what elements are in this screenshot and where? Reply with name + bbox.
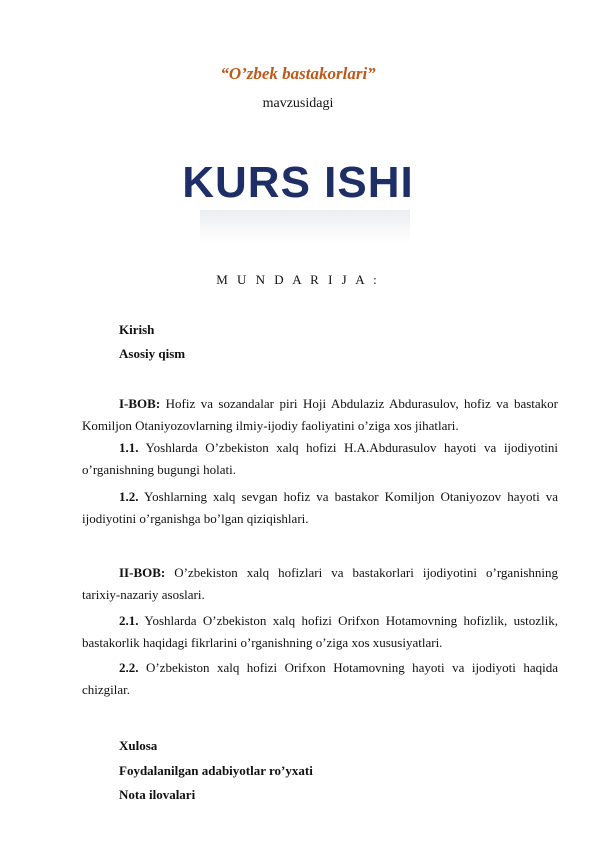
section-1-2-text: Yoshlarning xalq sevgan hofiz va bastakor Komiljon Otaniyozov hayoti va ijodiyotini o’rganishga bo’lgan qiziqishlari. bbox=[82, 489, 558, 526]
toc-heading: M U N D A R I J A : bbox=[216, 272, 380, 287]
topic-subtitle: mavzusidagi bbox=[262, 96, 334, 111]
toc-chapter-1 bbox=[82, 393, 558, 437]
main-title: KURS ISHI bbox=[182, 158, 414, 207]
toc-item-main-part: Asosiy qism bbox=[119, 346, 186, 361]
toc-section-2-1 bbox=[82, 610, 558, 654]
toc-chapter-2 bbox=[82, 562, 558, 606]
section-1-2-label: 1.2. bbox=[119, 489, 139, 504]
section-1-1-text: Yoshlarda O’zbekiston xalq hofizi H.A.Abdurasulov hayoti va ijodiyotini o’rganishning bugungi holati. bbox=[82, 440, 558, 477]
title-reflection bbox=[200, 210, 410, 244]
section-2-1-label: 2.1. bbox=[119, 613, 139, 628]
toc-section-1-1 bbox=[82, 437, 558, 481]
toc-section-1-2 bbox=[82, 486, 558, 530]
toc-item-conclusion: Xulosa bbox=[119, 738, 158, 753]
chapter-2-label: II-BOB: bbox=[119, 565, 166, 580]
toc-section-2-2 bbox=[82, 657, 558, 701]
section-1-1-label: 1.1. bbox=[119, 440, 139, 455]
chapter-2-text: O’zbekiston xalq hofizlari va bastakorlari ijodiyotini o’rganishning tarixiy-nazariy asoslari. bbox=[82, 565, 558, 602]
topic-title: “O’zbek bastakorlari” bbox=[220, 64, 376, 83]
section-2-2-label: 2.2. bbox=[119, 660, 139, 675]
section-2-2-text: O’zbekiston xalq hofizi Orifxon Hotamovning hayoti va ijodiyoti haqida chizgilar. bbox=[82, 660, 558, 697]
section-2-1-text: Yoshlarda O’zbekiston xalq hofizi Orifxon Hotamovning hofizlik, ustozlik, bastakorlik haqidagi fikrlarini o’rganishning o’ziga xos xususiyatlari. bbox=[82, 613, 558, 650]
chapter-1-label: I-BOB: bbox=[119, 396, 161, 411]
chapter-1-text: Hofiz va sozandalar piri Hoji Abdulaziz Abdurasulov, hofiz va bastakor Komiljon Otaniyozovlarning ilmiy-ijodiy faoliyatini o’ziga xos jihatlari. bbox=[82, 396, 558, 433]
toc-item-notes: Nota ilovalari bbox=[119, 787, 196, 802]
toc-item-references: Foydalanilgan adabiyotlar ro’yxati bbox=[119, 763, 313, 778]
toc-item-intro: Kirish bbox=[119, 322, 155, 337]
